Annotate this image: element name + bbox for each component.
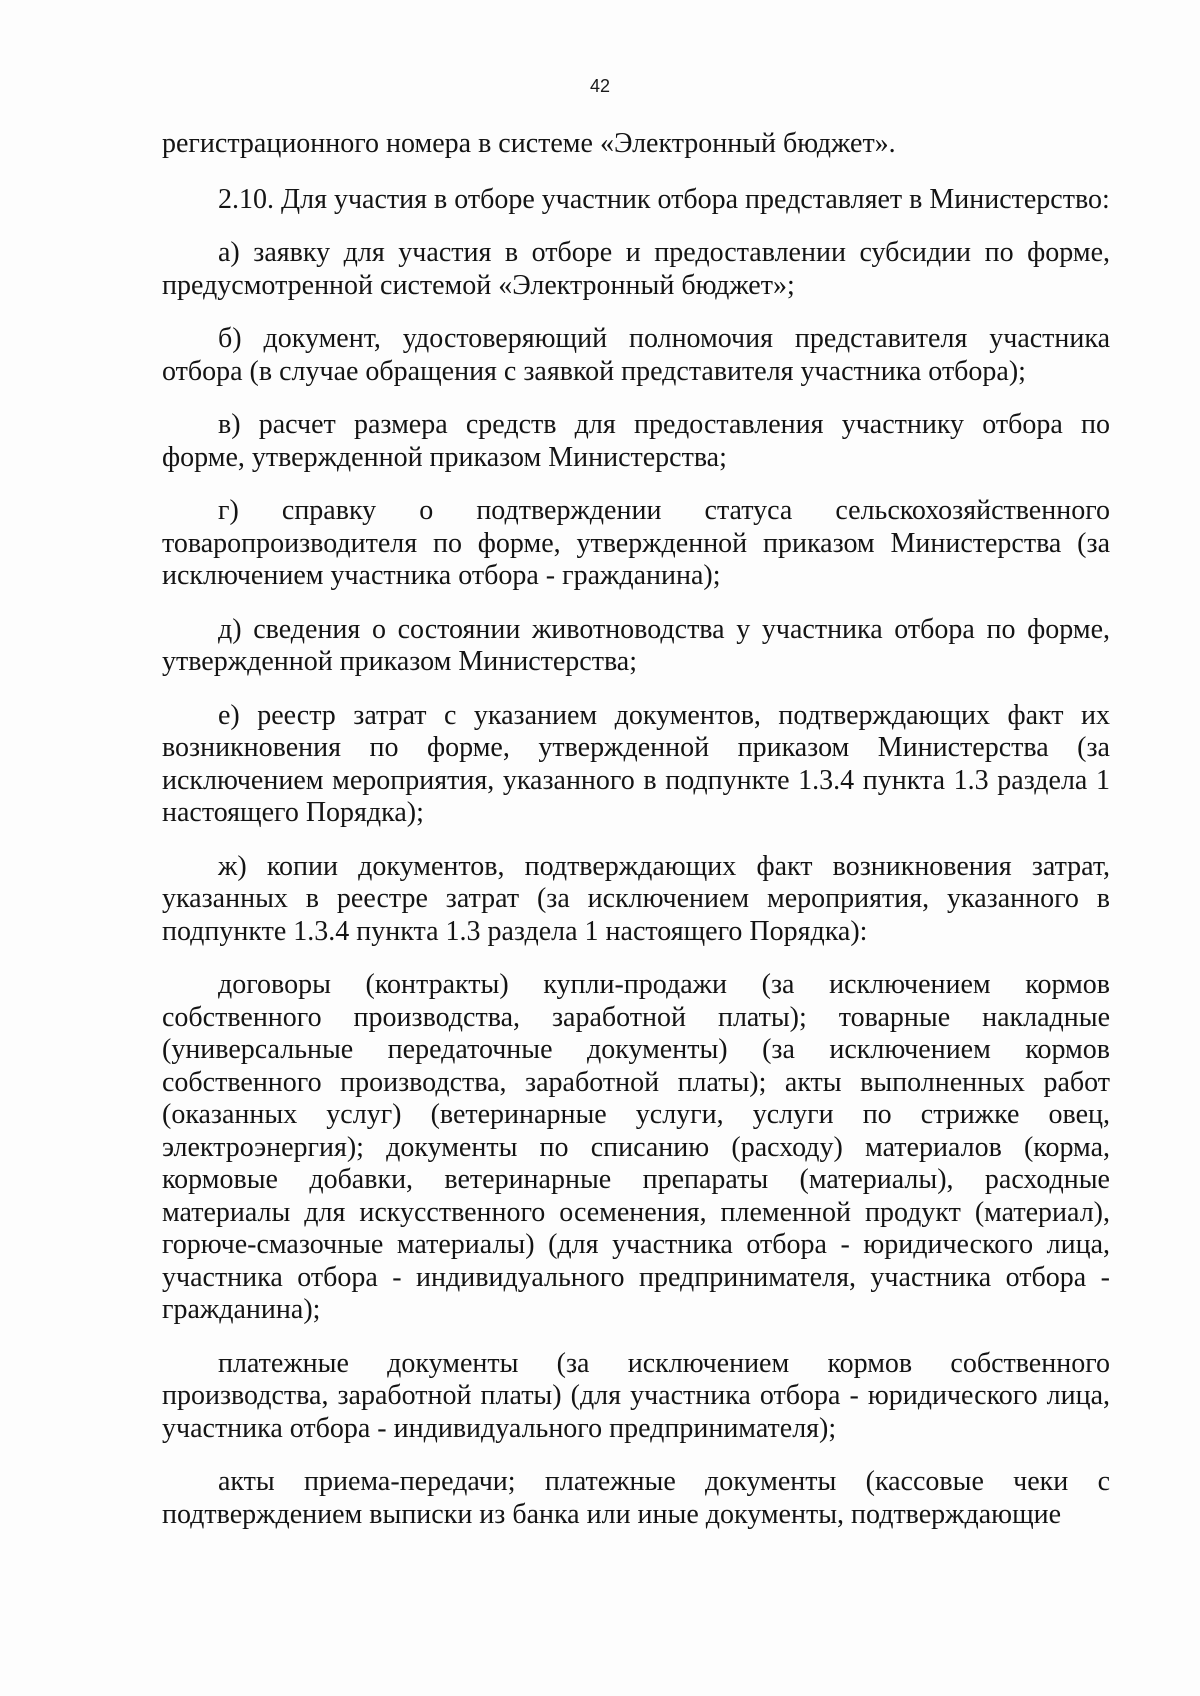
paragraph-item-zh: ж) копии документов, подтверждающих факт возникновения затрат, указанных в реестре затрат (за исключением мероприятия, указанного в подпункте 1.3.4 пункта 1.3 раздела 1 настоящего Порядка): (162, 850, 1110, 947)
paragraph-item-v: в) расчет размера средств для предоставления участнику отбора по форме, утвержденной приказом Министерства; (162, 409, 1110, 473)
paragraph-item-b: б) документ, удостоверяющий полномочия представителя участника отбора (в случае обращения с заявкой представителя участника отбора); (162, 323, 1110, 387)
document-body (162, 128, 1110, 1552)
paragraph-acceptance-acts: акты приема-передачи; платежные документы (кассовые чеки с подтверждением выписки из банка или иные документы, подтверждающие (162, 1466, 1110, 1530)
paragraph-contracts: договоры (контракты) купли-продажи (за исключением кормов собственного производства, заработной платы); товарные накладные (универсальные передаточные документы) (за исключением кормов собственного производства, заработной платы); акты выполненных работ (оказанных услуг) (ветеринарные услуги, услуги по стрижке овец, электроэнергия); документы по списанию (расходу) материалов (корма, кормовые добавки, ветеринарные препараты (материалы), расходные материалы для искусственного осеменения, племенной продукт (материал), горюче-смазочные материалы) (для участника отбора - юридического лица, участника отбора - индивидуального предпринимателя, участника отбора - гражданина); (162, 969, 1110, 1325)
paragraph-item-a: а) заявку для участия в отборе и предоставлении субсидии по форме, предусмотренной системой «Электронный бюджет»; (162, 237, 1110, 301)
page-number: 42 (589, 76, 611, 96)
paragraph-continuation: регистрационного номера в системе «Электронный бюджет». (162, 128, 896, 159)
paragraph-payment-docs: платежные документы (за исключением кормов собственного производства, заработной платы) (для участника отбора - юридического лица, участника отбора - индивидуального предпринимателя); (162, 1347, 1110, 1444)
paragraph-item-d: д) сведения о состоянии животноводства у участника отбора по форме, утвержденной приказом Министерства; (162, 613, 1110, 677)
paragraph-2-10: 2.10. Для участия в отборе участник отбора представляет в Министерство: (218, 183, 1110, 215)
paragraph-item-e: е) реестр затрат с указанием документов, подтверждающих факт их возникновения по форме, утвержденной приказом Министерства (за исключением мероприятия, указанного в подпункте 1.3.4 пункта 1.3 раздела 1 настоящего Порядка); (162, 699, 1110, 828)
paragraph-item-g: г) справку о подтверждении статуса сельскохозяйственного товаропроизводителя по форме, утвержденной приказом Министерства (за исключением участника отбора - гражданина); (162, 495, 1110, 591)
